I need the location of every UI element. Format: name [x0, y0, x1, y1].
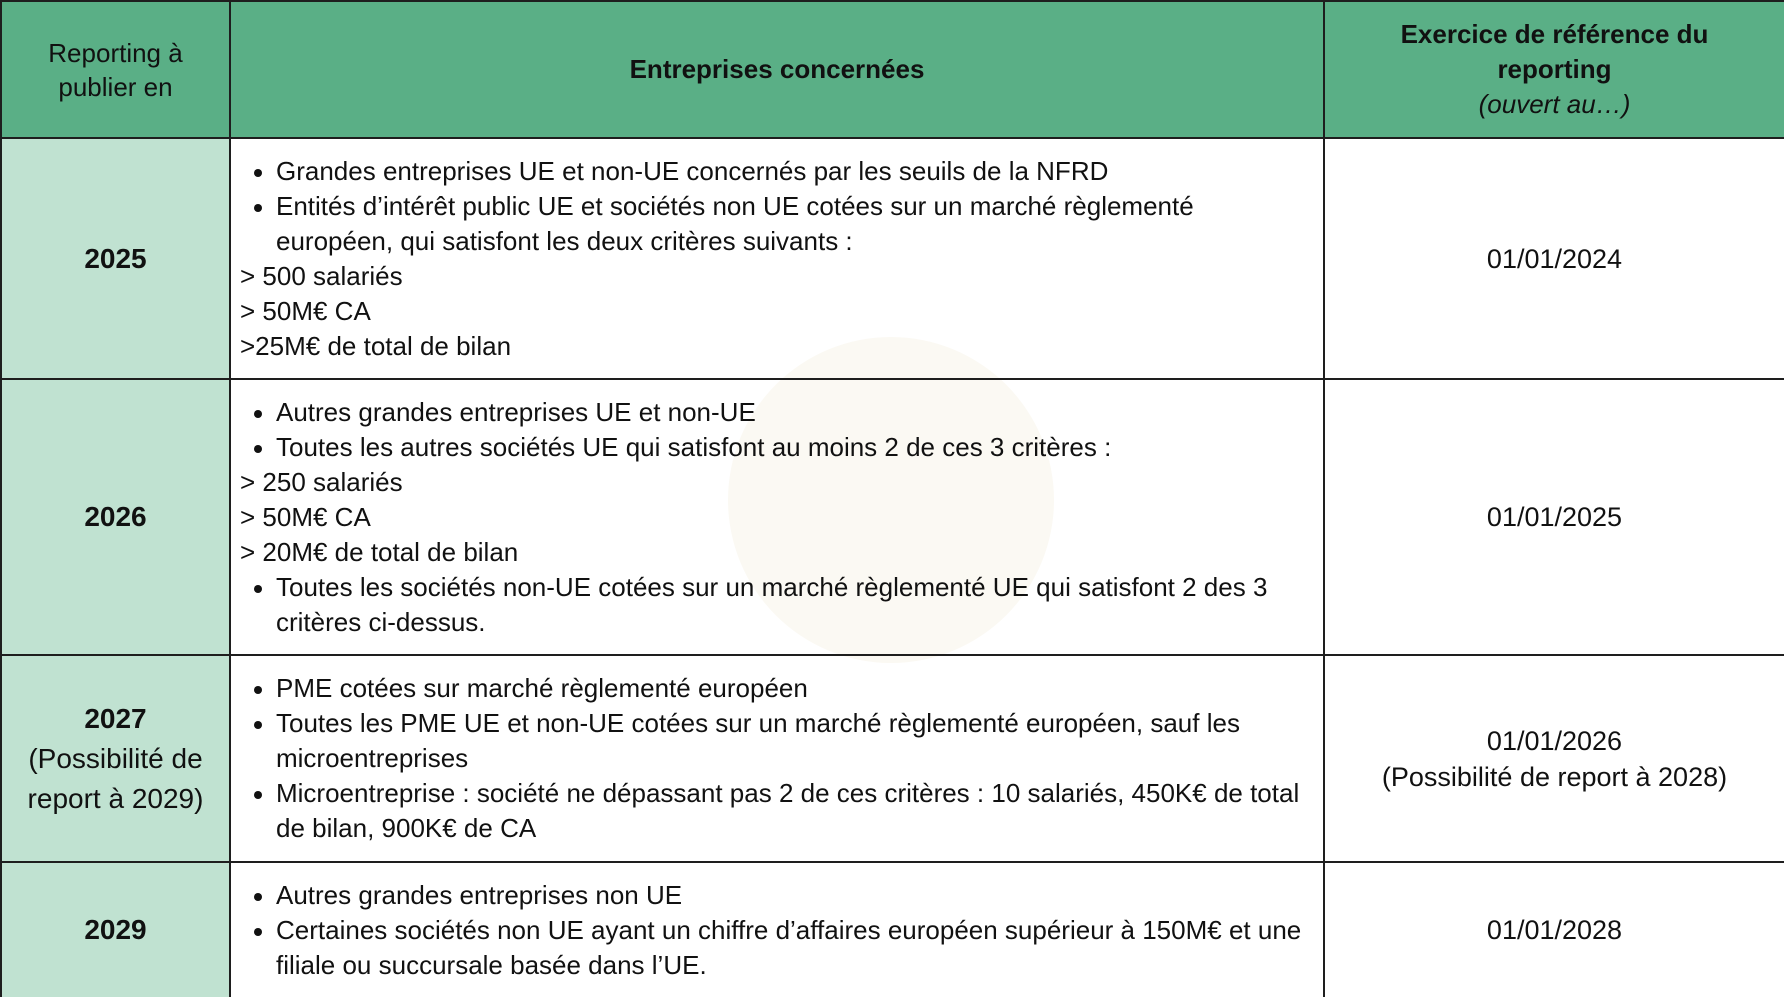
companies-list: [240, 878, 1305, 983]
list-item: Autres grandes entreprises non UE: [276, 878, 1305, 913]
criterion-line: > 20M€ de total de bilan: [240, 536, 519, 567]
table-row: [1, 862, 1784, 997]
companies-list: [240, 570, 1305, 640]
criterion-line: > 250 salariés: [240, 466, 403, 497]
reporting-year: 2025: [84, 242, 147, 274]
list-item: Microentreprise : société ne dépassant pas 2 de ces critères : 10 salariés, 450K€ de total de bilan, 900K€ de CA: [276, 776, 1305, 846]
table-row: [1, 138, 1784, 379]
reporting-year-note: (Possibilité de: [28, 742, 203, 774]
reporting-year: 2026: [84, 501, 147, 532]
reference-date: 01/01/2024: [1486, 243, 1623, 274]
table-row: [1, 655, 1784, 862]
reporting-year: 2029: [84, 914, 147, 945]
companies-cell: [230, 655, 1324, 862]
criterion-line: > 50M€ CA: [240, 501, 371, 532]
reporting-year-cell: [1, 138, 230, 379]
reporting-year-note: report à 2029): [27, 782, 204, 814]
list-item: Toutes les PME UE et non-UE cotées sur un marché règlementé européen, sauf les microentreprises: [276, 706, 1305, 776]
companies-cell: [230, 379, 1324, 655]
reference-year-cell: [1324, 138, 1784, 379]
reference-year-cell: [1324, 379, 1784, 655]
header-reference-year: Exercice de référence du reporting (ouvert au…): [1324, 1, 1784, 138]
table-row: [1, 379, 1784, 655]
reporting-year-cell: [1, 379, 230, 655]
companies-list: [240, 671, 1305, 846]
reference-date: (Possibilité de report à 2028): [1381, 761, 1728, 792]
list-item: PME cotées sur marché règlementé européen: [276, 671, 1305, 706]
list-item: Toutes les sociétés non-UE cotées sur un marché règlementé UE qui satisfont 2 des 3 critères ci-dessus.: [276, 570, 1305, 640]
criterion-line: > 500 salariés: [240, 260, 403, 291]
reference-year-cell: [1324, 655, 1784, 862]
companies-cell: [230, 862, 1324, 997]
companies-cell: [230, 138, 1324, 379]
list-item: Certaines sociétés non UE ayant un chiffre d’affaires européen supérieur à 150M€ et une filiale ou succursale basée dans l’UE.: [276, 913, 1305, 983]
reference-date: 01/01/2026: [1486, 725, 1623, 756]
reference-year-cell: [1324, 862, 1784, 997]
reporting-year-cell: [1, 655, 230, 862]
header-reporting-year: Reporting à publier en: [1, 1, 230, 138]
header-companies: Entreprises concernées: [230, 1, 1324, 138]
table-header-row: [1, 1, 1784, 138]
reference-date: 01/01/2028: [1486, 915, 1623, 945]
companies-list: [240, 395, 1305, 465]
list-item: Entités d’intérêt public UE et sociétés non UE cotées sur un marché règlementé européen, qui satisfont les deux critères suivants :: [276, 189, 1305, 259]
reference-date: 01/01/2025: [1486, 502, 1623, 532]
list-item: Toutes les autres sociétés UE qui satisfont au moins 2 de ces 3 critères :: [276, 430, 1305, 465]
criterion-line: >25M€ de total de bilan: [240, 330, 512, 361]
reporting-year-cell: [1, 862, 230, 997]
list-item: Grandes entreprises UE et non-UE concernés par les seuils de la NFRD: [276, 154, 1305, 189]
list-item: Autres grandes entreprises UE et non-UE: [276, 395, 1305, 430]
companies-list: [240, 154, 1305, 259]
reporting-year: 2027: [84, 702, 147, 734]
criterion-line: > 50M€ CA: [240, 295, 371, 326]
